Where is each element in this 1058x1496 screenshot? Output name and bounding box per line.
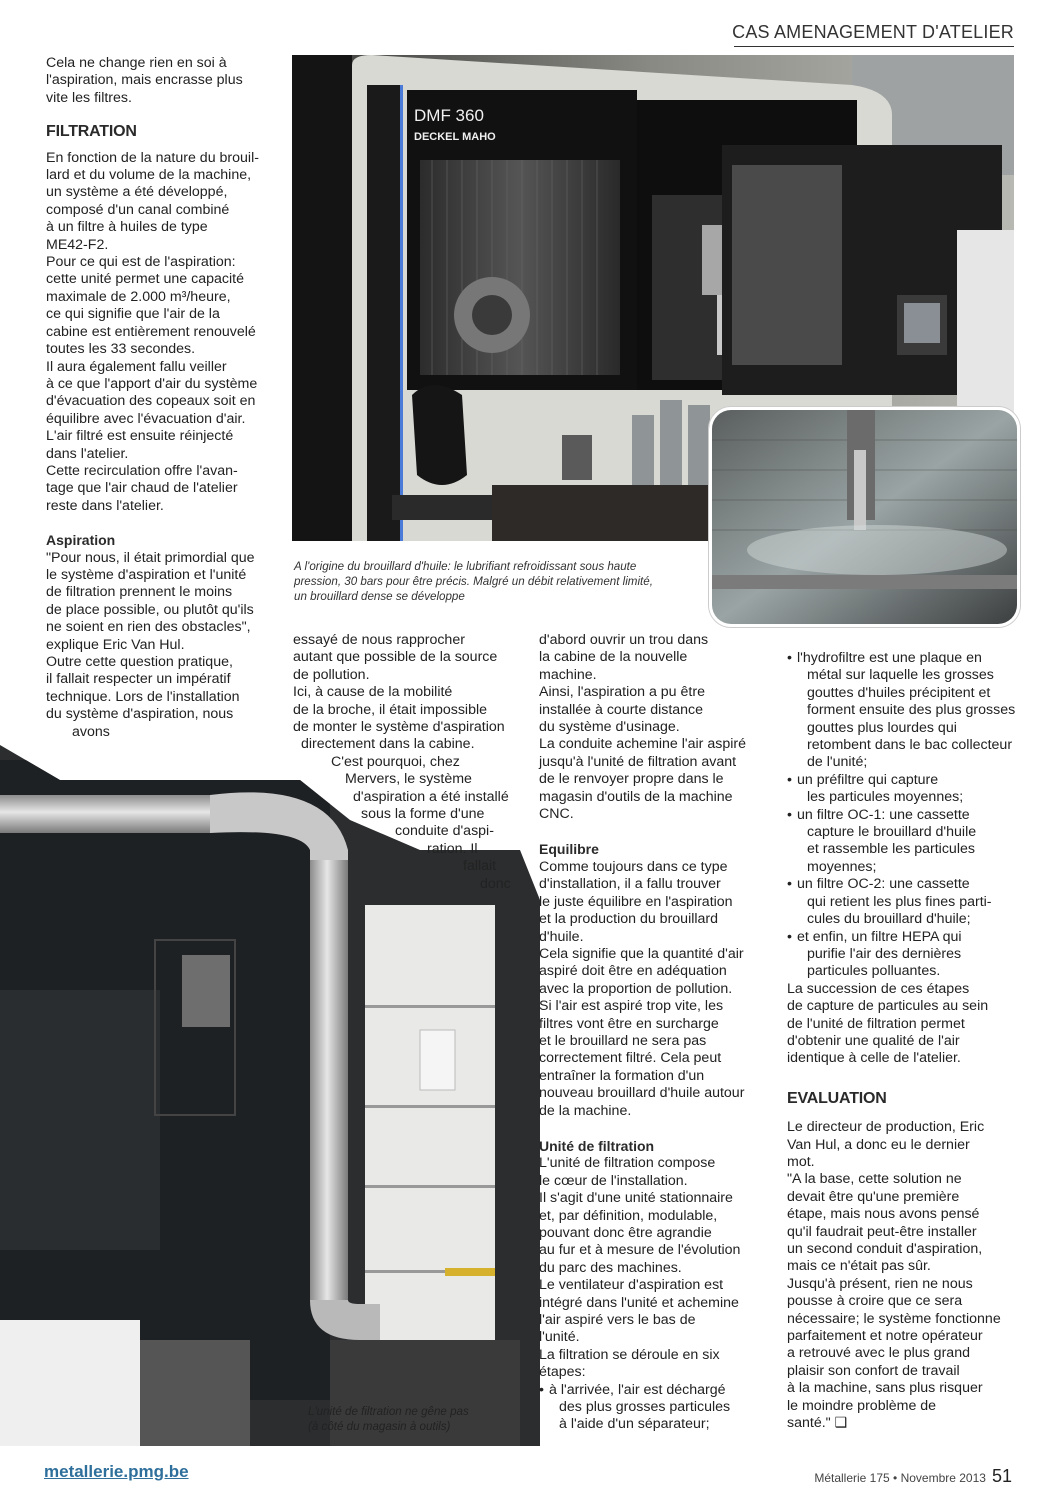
text-line: Mervers, le système bbox=[345, 771, 472, 788]
bullet-icon: • bbox=[787, 876, 792, 893]
spindle-closeup-photo bbox=[709, 407, 1020, 627]
text-line: entraîner la formation d'un bbox=[539, 1067, 705, 1084]
caption-line: A l'origine du brouillard d'huile: le lubrifiant refroidissant sous haute bbox=[294, 560, 637, 573]
aspiration-paragraph bbox=[46, 550, 286, 741]
text-line: à l'aide d'un séparateur; bbox=[559, 1416, 710, 1433]
text-line: ME42-F2. bbox=[46, 236, 109, 253]
text-line: des plus grosses particules bbox=[559, 1399, 731, 1416]
text-line: le juste équilibre en l'aspiration bbox=[539, 893, 733, 910]
text-line: magasin d'outils de la machine bbox=[539, 788, 733, 805]
text-line: l'hydrofiltre est une plaque en bbox=[797, 650, 982, 666]
text-line: Comme toujours dans ce type bbox=[539, 858, 728, 875]
aspiration-heading: Aspiration bbox=[46, 532, 116, 549]
footer-issue bbox=[814, 1466, 1012, 1487]
text-line: avons bbox=[72, 723, 110, 740]
text-line: de l'unité de filtration permet bbox=[787, 1015, 965, 1032]
text-line: La conduite achemine l'air aspiré bbox=[539, 736, 746, 753]
text-line: pousse à croire que ce sera bbox=[787, 1293, 963, 1310]
text-line: conduite d'aspi- bbox=[395, 823, 494, 840]
text-line: directement dans la cabine. bbox=[301, 736, 475, 753]
text-line: fallait bbox=[463, 858, 497, 875]
issue-label: Métallerie 175 • Novembre 2013 bbox=[814, 1471, 986, 1485]
text-line: le moindre problème de bbox=[787, 1397, 937, 1414]
text-line: composé d'un canal combiné bbox=[46, 201, 230, 218]
filtration-heading: FILTRATION bbox=[46, 123, 137, 141]
text-line: devait être qu'une première bbox=[787, 1188, 960, 1205]
text-line: filtres vont être en surcharge bbox=[539, 1015, 719, 1032]
text-line: gouttes d'huiles précipitent et bbox=[807, 684, 991, 701]
text-line: autant que possible de la source bbox=[293, 649, 498, 666]
text-line: un filtre OC-2: une cassette bbox=[797, 876, 970, 893]
text-line: Jusqu'à présent, rien ne nous bbox=[787, 1275, 973, 1292]
text-line: Cela signifie que la quantité d'air bbox=[539, 945, 744, 962]
bullet-item bbox=[787, 772, 1017, 807]
text-line: à la machine, sans plus risquer bbox=[787, 1380, 983, 1397]
text-line: a retrouvé avec le plus grand bbox=[787, 1345, 970, 1362]
bullet-icon: • bbox=[787, 806, 792, 823]
column-1 bbox=[46, 55, 286, 741]
text-line: Van Hul, a donc eu le dernier bbox=[787, 1136, 970, 1153]
text-line: moyennes; bbox=[807, 858, 877, 875]
text-line: le système d'aspiration et l'unité bbox=[46, 566, 247, 583]
text-line: Outre cette question pratique, bbox=[46, 654, 233, 670]
text-line: La succession de ces étapes bbox=[787, 980, 970, 997]
text-line: technique. Lors de l'installation bbox=[46, 688, 240, 705]
text-line: de la broche, il était impossible bbox=[293, 701, 487, 718]
text-line: de pollution. bbox=[293, 666, 370, 683]
top-photo-caption bbox=[294, 559, 704, 604]
text-line: sous la forme d'une bbox=[361, 806, 485, 823]
text-line: santé." ❑ bbox=[787, 1415, 848, 1432]
text-line: il fallait respecter un impératif bbox=[46, 671, 231, 688]
text-line: de la machine. bbox=[539, 1102, 632, 1119]
bullet-item bbox=[787, 650, 1017, 772]
equilibre-paragraph bbox=[539, 859, 771, 1120]
text-line: de capture de particules au sein bbox=[787, 998, 989, 1015]
text-line: du système d'usinage. bbox=[539, 719, 680, 736]
text-line: parfaitement et notre opérateur bbox=[787, 1328, 983, 1345]
text-line: au fur et à mesure de l'évolution bbox=[539, 1242, 741, 1259]
text-line: "Pour nous, il était primordial que bbox=[46, 549, 255, 566]
text-line: lard et du volume de la machine, bbox=[46, 167, 252, 184]
text-line: à ce que l'apport d'air du système bbox=[46, 375, 258, 392]
text-line: Ainsi, l'aspiration a pu être bbox=[539, 684, 705, 701]
filtration-paragraph bbox=[46, 150, 286, 516]
text-line: de le renvoyer propre dans le bbox=[539, 771, 724, 788]
text-line: nécessaire; le système fonctionne bbox=[787, 1310, 1001, 1327]
text-line: l'unité. bbox=[539, 1329, 580, 1346]
text-line: toutes les 33 secondes. bbox=[46, 341, 196, 358]
text-line: C'est pourquoi, chez bbox=[331, 753, 460, 770]
text-line: d'aspiration a été installé bbox=[353, 788, 509, 805]
column-3 bbox=[539, 632, 771, 1434]
text-line: vite les filtres. bbox=[46, 89, 132, 106]
text-line: machine. bbox=[539, 666, 597, 683]
text-line: et, par définition, modulable, bbox=[539, 1207, 718, 1224]
text-line: et rassemble les particules bbox=[807, 841, 975, 858]
text-line: forment ensuite des plus grosses bbox=[807, 702, 1016, 719]
text-line: Cette recirculation offre l'avan- bbox=[46, 462, 238, 479]
text-line: d'installation, il a fallu trouver bbox=[539, 876, 721, 893]
text-line: les particules moyennes; bbox=[807, 789, 964, 806]
text-line: purifie l'air des dernières bbox=[807, 945, 962, 962]
bullet-item bbox=[787, 876, 1017, 928]
text-line: plaisir son confort de travail bbox=[787, 1362, 960, 1379]
text-line: ne soient en rien des obstacles", bbox=[46, 619, 251, 636]
text-line: essayé de nous rapprocher bbox=[293, 632, 465, 648]
text-line: L'unité de filtration compose bbox=[539, 1155, 716, 1172]
text-line: étape, mais nous avons pensé bbox=[787, 1206, 980, 1223]
caption-line: un brouillard dense se développe bbox=[294, 590, 465, 603]
text-line: avec la proportion de pollution. bbox=[539, 980, 733, 997]
text-line: d'huile. bbox=[539, 928, 584, 945]
text-line: d'abord ouvrir un trou dans bbox=[539, 632, 709, 648]
text-line: mot. bbox=[787, 1153, 815, 1170]
evaluation-heading: EVALUATION bbox=[787, 1089, 887, 1107]
text-line: retombent dans le bac collecteur bbox=[807, 737, 1013, 754]
text-line: jusqu'à l'unité de filtration avant bbox=[539, 753, 737, 770]
text-line: et enfin, un filtre HEPA qui bbox=[797, 928, 962, 945]
text-line: cules du brouillard d'huile; bbox=[807, 911, 971, 928]
spindle-closeup-graphic bbox=[712, 410, 1017, 624]
text-line: de monter le système d'aspiration bbox=[293, 719, 505, 736]
bullet-icon: • bbox=[787, 650, 792, 666]
section-header: CAS AMENAGEMENT D'ATELIER bbox=[732, 22, 1014, 42]
text-line: Cela ne change rien en soi à bbox=[46, 55, 227, 71]
text-line: explique Eric Van Hul. bbox=[46, 636, 185, 653]
evaluation-paragraph bbox=[787, 1119, 1017, 1432]
text-line: un système a été développé, bbox=[46, 184, 228, 201]
machine-model-label: DMF 360 bbox=[414, 106, 484, 125]
column-4 bbox=[787, 650, 1017, 1432]
unite-heading: Unité de filtration bbox=[539, 1137, 655, 1154]
bullet-item bbox=[539, 1382, 771, 1434]
site-link[interactable]: metallerie.pmg.be bbox=[44, 1462, 189, 1481]
text-line: la cabine de la nouvelle bbox=[539, 649, 688, 666]
text-line: dans l'atelier. bbox=[46, 445, 129, 462]
text-line: maximale de 2.000 m³/heure, bbox=[46, 288, 231, 305]
text-line: Le ventilateur d'aspiration est bbox=[539, 1277, 724, 1294]
text-line: capture le brouillard d'huile bbox=[807, 824, 977, 841]
text-line: Il aura également fallu veiller bbox=[46, 358, 227, 375]
caption-line: (à côté du magasin à outils) bbox=[308, 1420, 451, 1433]
text-line: l'air aspiré vers le bas de bbox=[539, 1312, 696, 1329]
bullet-icon: • bbox=[539, 1381, 544, 1398]
equilibre-heading: Equilibre bbox=[539, 841, 599, 858]
bottom-photo-caption bbox=[308, 1404, 528, 1434]
text-line: à l'arrivée, l'air est déchargé bbox=[549, 1381, 726, 1398]
text-line: Ici, à cause de la mobilité bbox=[293, 684, 453, 701]
text-line: un second conduit d'aspiration, bbox=[787, 1241, 983, 1257]
bullet-item bbox=[787, 929, 1017, 981]
text-line: de l'unité; bbox=[807, 754, 868, 771]
text-line: un préfiltre qui capture bbox=[797, 771, 939, 788]
text-line: aspiré doit être en adéquation bbox=[539, 963, 727, 980]
text-line: La filtration se déroule en six bbox=[539, 1346, 720, 1363]
bullet-icon: • bbox=[787, 928, 792, 945]
text-line: donc bbox=[480, 875, 511, 892]
text-line: et le brouillard ne sera pas bbox=[539, 1032, 707, 1049]
text-line: un filtre OC-1: une cassette bbox=[797, 806, 970, 823]
text-line: le cœur de l'installation. bbox=[539, 1172, 688, 1189]
header-rule bbox=[734, 46, 1014, 47]
text-line: intégré dans l'unité et achemine bbox=[539, 1294, 739, 1311]
text-line: étapes: bbox=[539, 1364, 586, 1381]
text-line: installée à courte distance bbox=[539, 701, 704, 718]
text-line: à un filtre à huiles de type bbox=[46, 219, 208, 236]
text-line: du parc des machines. bbox=[539, 1259, 682, 1276]
page-number: 51 bbox=[991, 1466, 1012, 1486]
text-line: L'air filtré est ensuite réinjecté bbox=[46, 428, 234, 445]
col3-intro bbox=[539, 632, 771, 823]
text-line: tage que l'air chaud de l'atelier bbox=[46, 480, 238, 497]
text-line: Si l'air est aspiré trop vite, les bbox=[539, 998, 724, 1015]
bullet-icon: • bbox=[787, 771, 792, 788]
summary-paragraph bbox=[787, 981, 1017, 1068]
machine-brand-label: DECKEL MAHO bbox=[414, 131, 496, 143]
text-line: ration. Il bbox=[427, 840, 478, 857]
caption-line: L'unité de filtration ne gêne pas bbox=[308, 1405, 469, 1418]
col1-intro bbox=[46, 55, 286, 107]
caption-line: pression, 30 bars pour être précis. Malgré un débit relativement limité, bbox=[294, 575, 653, 588]
text-line: l'aspiration, mais encrasse plus bbox=[46, 72, 243, 89]
text-line: pouvant donc être agrandie bbox=[539, 1225, 712, 1241]
text-line: métal sur laquelle les grosses bbox=[807, 667, 994, 684]
text-line: de place possible, ou plutôt qu'ils bbox=[46, 601, 254, 618]
text-line: ce qui signifie que l'air de la bbox=[46, 306, 220, 323]
text-line: qu'il faudrait peut-être installer bbox=[787, 1223, 977, 1240]
unite-paragraph bbox=[539, 1155, 771, 1381]
text-line: mais ce n'était pas sûr. bbox=[787, 1258, 931, 1275]
text-line: d'évacuation des copeaux soit en bbox=[46, 393, 256, 410]
text-line: cette unité permet une capacité bbox=[46, 271, 244, 288]
text-line: qui retient les plus fines parti- bbox=[807, 893, 992, 910]
bullet-item bbox=[787, 807, 1017, 877]
text-line: identique à celle de l'atelier. bbox=[787, 1050, 961, 1067]
text-line: nouveau brouillard d'huile autour bbox=[539, 1085, 745, 1102]
text-line: équilibre avec l'évacuation d'air. bbox=[46, 410, 246, 427]
text-line: d'obtenir une qualité de l'air bbox=[787, 1032, 960, 1049]
text-line: Il s'agit d'une unité stationnaire bbox=[539, 1190, 733, 1207]
text-line: correctement filtré. Cela peut bbox=[539, 1050, 722, 1067]
text-line: Pour ce qui est de l'aspiration: bbox=[46, 254, 236, 271]
text-line: particules polluantes. bbox=[807, 963, 941, 980]
text-line: CNC. bbox=[539, 806, 574, 823]
text-line: "A la base, cette solution ne bbox=[787, 1171, 962, 1188]
column-2 bbox=[293, 632, 533, 893]
text-line: et la production du brouillard bbox=[539, 911, 719, 928]
text-line: cabine est entièrement renouvelé bbox=[46, 323, 256, 340]
text-line: du système d'aspiration, nous bbox=[46, 706, 234, 723]
text-line: de filtration prennent le moins bbox=[46, 584, 233, 601]
text-line: En fonction de la nature du brouil- bbox=[46, 149, 259, 166]
text-line: gouttes plus lourdes qui bbox=[807, 719, 957, 736]
text-line: Le directeur de production, Eric bbox=[787, 1119, 985, 1136]
text-line: reste dans l'atelier. bbox=[46, 497, 164, 514]
